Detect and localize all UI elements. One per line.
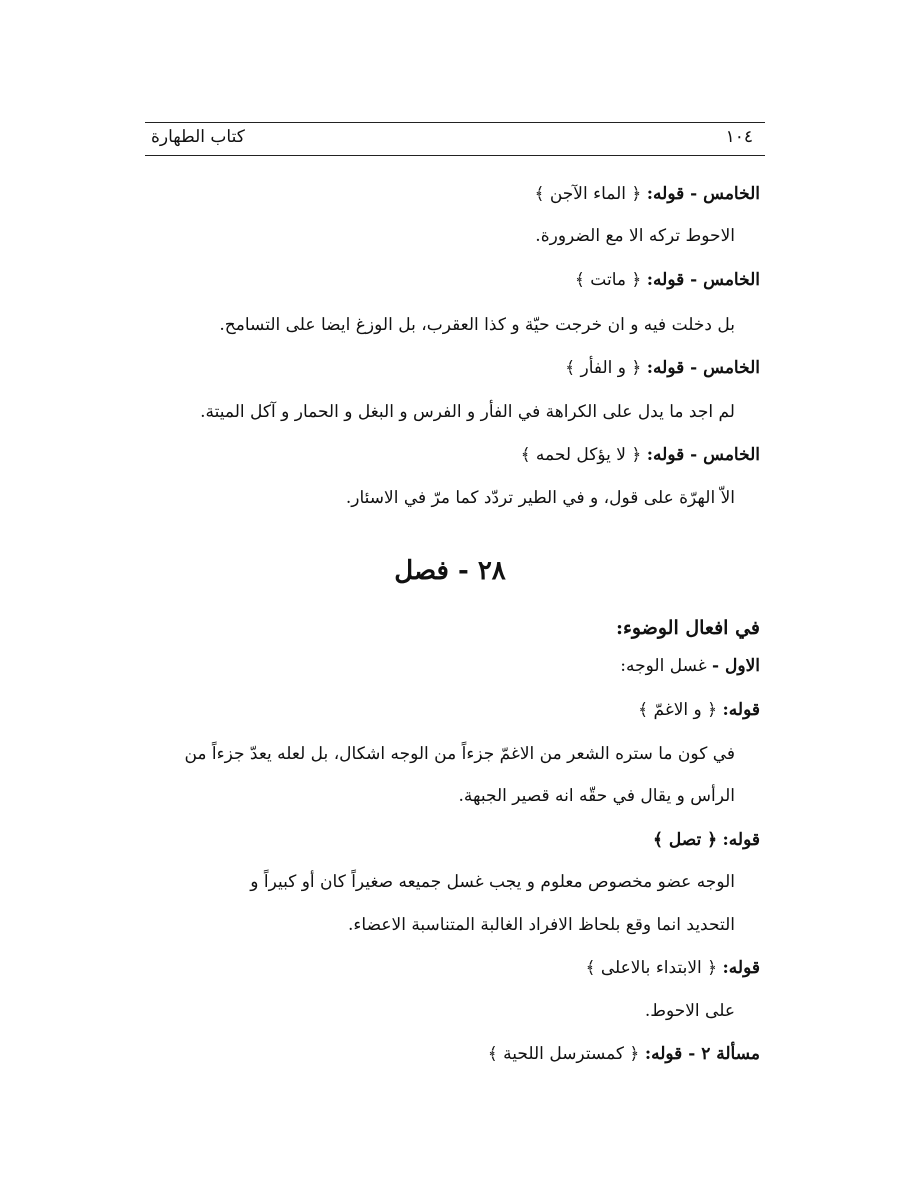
subsection-title: في افعال الوضوء: <box>615 617 760 639</box>
text-line <box>586 954 761 982</box>
text-line: على الاحوط. <box>644 1001 735 1021</box>
text-line <box>534 180 760 208</box>
quoted-phrase: ﴿ الابتداء بالاعلى ﴾ <box>585 958 718 978</box>
text-line: التحديد انما وقع بلحاظ الافراد الغالبة المتناسبة الاعضاء. <box>348 915 735 935</box>
text-line: لم اجد ما يدل على الكراهة في الفأر و الفرس و البغل و الحمار و آكل الميتة. <box>200 402 735 422</box>
label-fifth: الخامس - قوله: <box>646 184 760 204</box>
label-fifth: الخامس - قوله: <box>646 358 760 378</box>
quoted-phrase: ﴿ و الفأر ﴾ <box>565 358 642 378</box>
text-line <box>620 652 760 680</box>
text-line: بل دخلت فيه و ان خرجت حيّة و كذا العقرب، بل الوزغ ايضا على التسامح. <box>219 315 735 335</box>
quoted-phrase: ﴿ تصل ﴾ <box>653 830 718 850</box>
text-line <box>488 1040 760 1068</box>
label-his-saying: قوله: <box>722 700 760 720</box>
quoted-phrase: ﴿ و الاغمّ ﴾ <box>638 700 718 720</box>
label-his-saying: قوله: <box>722 958 760 978</box>
quoted-phrase: ﴿ الماء الآجن ﴾ <box>534 184 642 204</box>
text-line: الاحوط تركه الا مع الضرورة. <box>535 226 735 246</box>
quoted-phrase: ﴿ كمسترسل اللحية ﴾ <box>487 1044 640 1064</box>
text-line: الوجه عضو مخصوص معلوم و يجب غسل جميعه صغيراً كان أو كبيراً و <box>250 872 735 892</box>
label-fifth: الخامس - قوله: <box>646 270 760 290</box>
page-number: ١٠٤ <box>725 127 753 147</box>
text-line <box>521 441 760 469</box>
label-his-saying: قوله: <box>722 830 760 850</box>
text-line <box>638 696 760 724</box>
page-header <box>145 122 765 156</box>
text-line <box>565 354 760 382</box>
text-line: في كون ما ستره الشعر من الاغمّ جزءاً من الوجه اشكال، بل لعله يعدّ جزءاً من <box>184 744 735 764</box>
line-text: غسل الوجه: <box>620 656 707 676</box>
section-heading: ٢٨ - فصل <box>394 556 506 586</box>
quoted-phrase: ﴿ ماتت ﴾ <box>574 270 642 290</box>
label-first: الاول - <box>712 656 760 676</box>
label-fifth: الخامس - قوله: <box>646 445 760 465</box>
label-issue: مسألة ٢ - قوله: <box>644 1044 760 1064</box>
text-line: الرأس و يقال في حقّه انه قصير الجبهة. <box>458 786 735 806</box>
text-line <box>653 826 760 854</box>
book-title: كتاب الطهارة <box>151 127 245 147</box>
text-line: الاّ الهرّة على قول، و في الطير تردّد كما مرّ في الاسئار. <box>345 488 735 508</box>
quoted-phrase: ﴿ لا يؤكل لحمه ﴾ <box>520 445 642 465</box>
text-line <box>575 266 760 294</box>
